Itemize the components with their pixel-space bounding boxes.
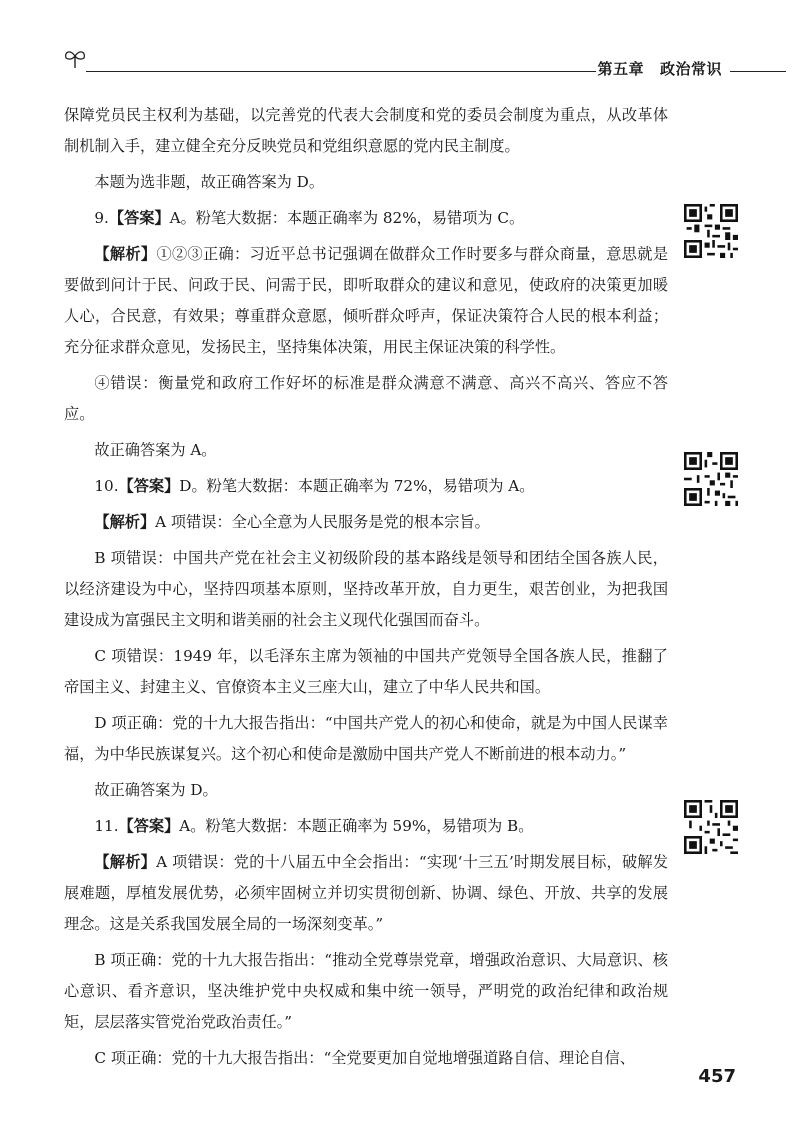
paragraph: 保障党员民主权利为基础，以完善党的代表大会制度和党的委员会制度为重点，从改革体制机制入手，建立健全充分反映党员和党组织意愿的党内民主制度。 (64, 106, 668, 155)
q10-conclusion: 故正确答案为 D。 (94, 781, 218, 799)
question-number: 10. (94, 477, 119, 495)
q11-option-c: C 项正确：党的十九大报告指出：“全党要更加自觉地增强道路自信、理论自信、 (94, 1049, 635, 1067)
q9-answer (64, 203, 668, 234)
q10-option-d: D 项正确：党的十九大报告指出：“中国共产党人的初心和使命，就是为中国人民谋幸福，为中华民族谋复兴。这个初心和使命是激励中国共产党人不断前进的根本动力。” (64, 714, 668, 763)
q10-option-c: C 项错误：1949 年，以毛泽东主席为领袖的中国共产党领导全国各族人民，推翻了帝国主义、封建主义、官僚资本主义三座大山，建立了中华人民共和国。 (64, 647, 668, 696)
q11-option-b: B 项正确：党的十九大报告指出：“推动全党尊崇党章，增强政治意识、大局意识、核心意识、看齐意识，坚决维护党中央权威和集中统一领导，严明党的政治纪律和政治规矩，层层落实管党治党政治责任。” (64, 951, 668, 1031)
q9-conclusion: 故正确答案为 A。 (94, 441, 217, 459)
header-tail-rule (730, 71, 786, 72)
paragraph: 本题为选非题，故正确答案为 D。 (94, 173, 325, 191)
page-body (64, 100, 668, 1079)
analysis-tag: 【解析】 (94, 245, 157, 263)
answer-tag: 【答案】 (118, 477, 180, 495)
answer-tag: 【答案】 (108, 209, 170, 227)
header-rule (86, 71, 596, 72)
answer-text: A。粉笔大数据：本题正确率为 82%，易错项为 C。 (169, 209, 525, 227)
answer-text: A。粉笔大数据：本题正确率为 59%，易错项为 B。 (179, 817, 534, 835)
qr-code-icon[interactable] (684, 800, 738, 854)
question-number: 11. (94, 817, 119, 835)
q10-analysis (64, 507, 668, 538)
answer-tag: 【答案】 (118, 817, 180, 835)
chapter-section: 政治常识 (659, 60, 722, 78)
qr-code-icon[interactable] (684, 452, 738, 506)
analysis-text: A 项错误：全心全意为人民服务是党的根本宗旨。 (155, 513, 490, 531)
analysis-text: A 项错误：党的十八届五中全会指出：“实现‘十三五’时期发展目标，破解发展难题，厚植发展优势，必须牢固树立并切实贯彻创新、协调、绿色、开放、共享的发展理念。这是关系我国发展全局的一场深刻变革。” (64, 853, 669, 933)
question-number: 9. (94, 209, 109, 227)
q11-analysis (64, 847, 668, 940)
page-number: 457 (698, 1066, 736, 1087)
page-header (62, 44, 786, 76)
sprout-icon (62, 46, 88, 70)
q9-wrong: ④错误：衡量党和政府工作好坏的标准是群众满意不满意、高兴不高兴、答应不答应。 (64, 374, 668, 423)
answer-text: D。粉笔大数据：本题正确率为 72%，易错项为 A。 (179, 477, 535, 495)
q9-analysis (64, 239, 668, 363)
analysis-tag: 【解析】 (94, 853, 157, 871)
analysis-tag: 【解析】 (94, 513, 156, 531)
q10-option-b: B 项错误：中国共产党在社会主义初级阶段的基本路线是领导和团结全国各族人民，以经济建设为中心，坚持四项基本原则，坚持改革开放，自力更生，艰苦创业，为把我国建设成为富强民主文明和谐美丽的社会主义现代化强国而奋斗。 (64, 549, 668, 629)
qr-code-icon[interactable] (684, 204, 738, 258)
q11-answer (64, 811, 668, 842)
q10-answer (64, 471, 668, 502)
analysis-text: ①②③正确：习近平总书记强调在做群众工作时要多与群众商量，意思就是要做到问计于民、问政于民、问需于民，即听取群众的建议和意见，使政府的决策更加暖人心，合民意，有效果；尊重群众意愿，倾听群众呼声，保证决策符合人民的根本利益；充分征求群众意见，发扬民主，坚持集体决策，用民主保证决策的科学性。 (64, 245, 668, 356)
chapter-number: 第五章 (597, 60, 644, 78)
chapter-title (597, 58, 722, 79)
